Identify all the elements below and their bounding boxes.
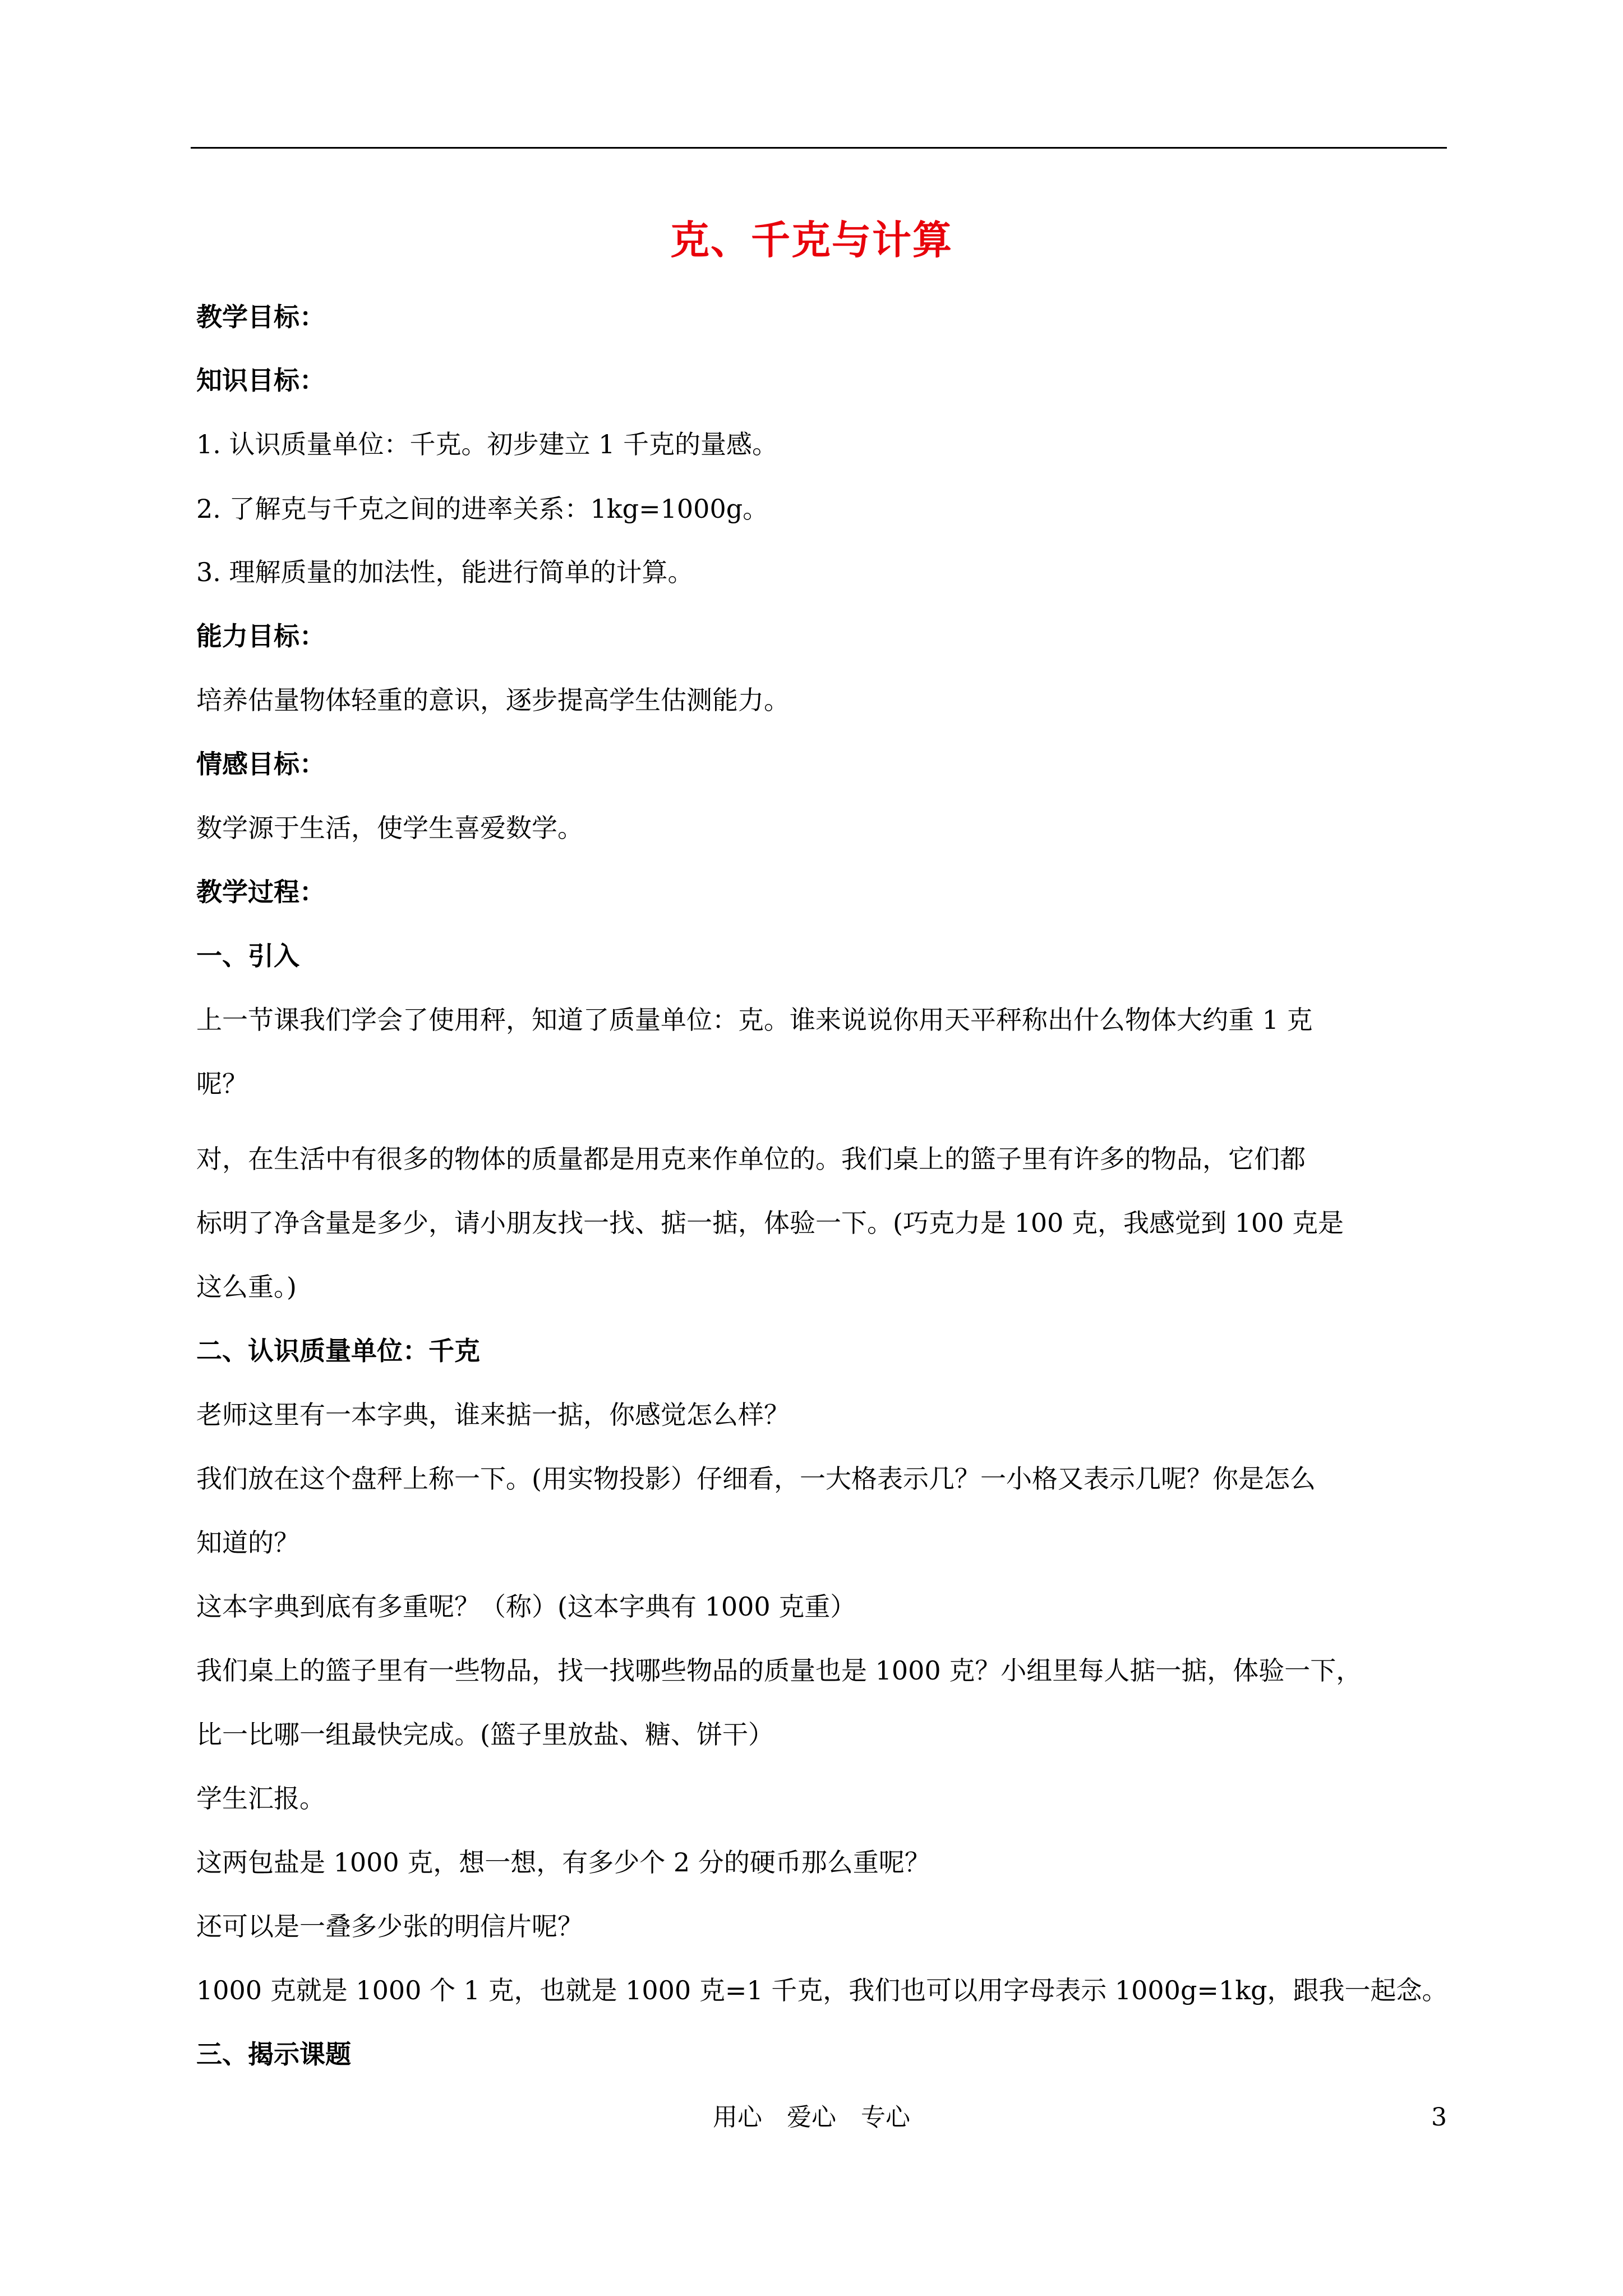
kilogram-line-5: 我们桌上的篮子里有一些物品，找一找哪些物品的质量也是 1000 克？小组里每人掂一掂，体验一下， bbox=[196, 1655, 1362, 1686]
intro-paragraph-line-2: 呢？ bbox=[196, 1069, 248, 1099]
intro-paragraph-line-1: 上一节课我们学会了使用秤，知道了质量单位：克。谁来说说你用天平秤称出什么物体大约重 1 克 bbox=[196, 1005, 1313, 1035]
footer-motto: 用心 爱心 专心 bbox=[713, 2103, 910, 2132]
document-title: 克、千克与计算 bbox=[670, 217, 953, 263]
kilogram-line-9: 还可以是一叠多少张的明信片呢？ bbox=[196, 1911, 583, 1941]
heading-knowledge-goals: 知识目标： bbox=[196, 365, 325, 395]
kilogram-line-3: 知道的？ bbox=[196, 1527, 299, 1558]
heading-kilogram: 二、认识质量单位：千克 bbox=[196, 1336, 480, 1366]
heading-teaching-goals: 教学目标： bbox=[196, 302, 325, 332]
kilogram-line-6: 比一比哪一组最快完成。(篮子里放盐、糖、饼干） bbox=[196, 1719, 774, 1750]
knowledge-item-2: 2. 了解克与千克之间的进率关系：1kg=1000g。 bbox=[196, 494, 769, 524]
ability-goal-text: 培养估量物体轻重的意识，逐步提高学生估测能力。 bbox=[196, 685, 790, 715]
kilogram-line-10: 1000 克就是 1000 个 1 克，也就是 1000 克=1 千克，我们也可以用字母表示 1000g=1kg，跟我一起念。 bbox=[196, 1975, 1448, 2005]
page-number: 3 bbox=[1431, 2103, 1447, 2132]
kilogram-line-4: 这本字典到底有多重呢？（称）(这本字典有 1000 克重） bbox=[196, 1591, 856, 1622]
intro-paragraph2-line-2: 标明了净含量是多少，请小朋友找一找、掂一掂，体验一下。(巧克力是 100 克，我感觉到 100 克是 bbox=[196, 1208, 1344, 1238]
heading-teaching-process: 教学过程： bbox=[196, 877, 325, 907]
heading-introduction: 一、引入 bbox=[196, 941, 299, 971]
knowledge-item-1: 1. 认识质量单位：千克。初步建立 1 千克的量感。 bbox=[196, 429, 778, 459]
intro-paragraph2-line-3: 这么重。) bbox=[196, 1272, 297, 1302]
emotion-goal-text: 数学源于生活，使学生喜爱数学。 bbox=[196, 813, 583, 843]
intro-paragraph2-line-1: 对，在生活中有很多的物体的质量都是用克来作单位的。我们桌上的篮子里有许多的物品，它们都 bbox=[196, 1144, 1306, 1174]
kilogram-line-8: 这两包盐是 1000 克，想一想，有多少个 2 分的硬币那么重呢？ bbox=[196, 1847, 930, 1878]
kilogram-line-1: 老师这里有一本字典，谁来掂一掂，你感觉怎么样？ bbox=[196, 1400, 790, 1430]
header-rule bbox=[191, 147, 1447, 149]
kilogram-line-2: 我们放在这个盘秤上称一下。(用实物投影）仔细看，一大格表示几？一小格又表示几呢？你是怎么 bbox=[196, 1464, 1316, 1494]
kilogram-line-7: 学生汇报。 bbox=[196, 1783, 325, 1814]
heading-reveal-topic: 三、揭示课题 bbox=[196, 2039, 351, 2069]
heading-emotion-goals: 情感目标： bbox=[196, 749, 325, 779]
heading-ability-goals: 能力目标： bbox=[196, 621, 325, 651]
knowledge-item-3: 3. 理解质量的加法性，能进行简单的计算。 bbox=[196, 557, 694, 587]
